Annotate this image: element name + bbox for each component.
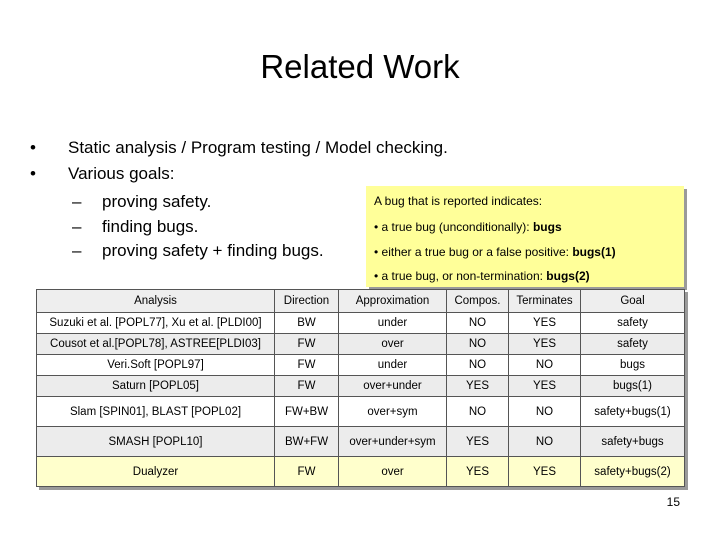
table-cell: under [339, 313, 447, 334]
bullet-marker: • [30, 164, 36, 183]
column-header: Analysis [37, 290, 275, 313]
table-cell: over [339, 457, 447, 487]
callout-item-term: bugs(2) [546, 269, 590, 283]
column-header: Terminates [509, 290, 581, 313]
table-cell: YES [447, 427, 509, 457]
sub-bullet-text: proving safety. [102, 192, 212, 211]
table-cell: FW+BW [275, 397, 339, 427]
table-cell: Slam [SPIN01], BLAST [POPL02] [37, 397, 275, 427]
callout-item-term: bugs(1) [572, 245, 616, 259]
slide-title: Related Work [260, 48, 460, 85]
bullet-text: Static analysis / Program testing / Model checking. [68, 138, 448, 157]
related-work-table [36, 289, 685, 487]
table-cell: Dualyzer [37, 457, 275, 487]
bullet-list [30, 135, 448, 187]
sub-bullet-item [72, 215, 324, 240]
table-cell: bugs(1) [581, 376, 685, 397]
table-cell: safety [581, 313, 685, 334]
column-header: Approximation [339, 290, 447, 313]
table-cell: Cousot et al.[POPL78], ASTREE[PLDI03] [37, 334, 275, 355]
table-cell: SMASH [POPL10] [37, 427, 275, 457]
table-cell: FW [275, 355, 339, 376]
table-cell: safety [581, 334, 685, 355]
table-cell: NO [509, 355, 581, 376]
bug-legend-callout [366, 186, 684, 287]
table-cell: YES [509, 457, 581, 487]
bullet-marker: • [30, 138, 36, 157]
table-cell: FW [275, 334, 339, 355]
table-cell: Veri.Soft [POPL97] [37, 355, 275, 376]
table-cell: YES [509, 334, 581, 355]
table-cell: over+under+sym [339, 427, 447, 457]
table-cell: Suzuki et al. [POPL77], Xu et al. [PLDI00] [37, 313, 275, 334]
table-cell: NO [447, 397, 509, 427]
sub-bullet-item [72, 190, 324, 215]
table-cell: BW [275, 313, 339, 334]
table-cell: NO [509, 427, 581, 457]
sub-bullet-marker: – [72, 241, 82, 260]
callout-heading: A bug that is reported indicates: [374, 194, 543, 208]
table-cell: YES [509, 313, 581, 334]
page-number: 15 [666, 495, 680, 509]
table-row [37, 313, 685, 334]
callout-item [374, 220, 562, 234]
table-row-highlighted [37, 457, 685, 487]
callout-item [374, 245, 616, 259]
table-cell: YES [509, 376, 581, 397]
table-cell: over+under [339, 376, 447, 397]
callout-item-text: • a true bug (unconditionally): [374, 220, 533, 234]
sub-bullet-list [72, 190, 324, 264]
bullet-item [30, 135, 448, 161]
sub-bullet-text: proving safety + finding bugs. [102, 241, 324, 260]
table-cell: under [339, 355, 447, 376]
table-row [37, 334, 685, 355]
table-cell: safety+bugs [581, 427, 685, 457]
sub-bullet-text: finding bugs. [102, 216, 199, 236]
column-header: Goal [581, 290, 685, 313]
bullet-item [30, 161, 448, 187]
column-header: Compos. [447, 290, 509, 313]
table-cell: YES [447, 457, 509, 487]
table-cell: FW [275, 457, 339, 487]
table-cell: NO [509, 397, 581, 427]
sub-bullet-marker: – [72, 216, 82, 236]
table-row [37, 427, 685, 457]
table-cell: safety+bugs(2) [581, 457, 685, 487]
table-cell: BW+FW [275, 427, 339, 457]
column-header: Direction [275, 290, 339, 313]
sub-bullet-marker: – [72, 192, 82, 211]
table-cell: NO [447, 355, 509, 376]
table-cell: over [339, 334, 447, 355]
table-cell: Saturn [POPL05] [37, 376, 275, 397]
table-cell: NO [447, 313, 509, 334]
table-row [37, 397, 685, 427]
bullet-text: Various goals: [68, 164, 175, 183]
table-row [37, 355, 685, 376]
table-row [37, 376, 685, 397]
table-cell: FW [275, 376, 339, 397]
table-cell: bugs [581, 355, 685, 376]
table-cell: over+sym [339, 397, 447, 427]
table-cell: NO [447, 334, 509, 355]
sub-bullet-item [72, 239, 324, 264]
table-cell: YES [447, 376, 509, 397]
callout-item-term: bugs [532, 220, 562, 234]
table-header-row [37, 290, 685, 313]
table-cell: safety+bugs(1) [581, 397, 685, 427]
callout-item-text: • either a true bug or a false positive: [374, 245, 573, 259]
callout-item [374, 269, 590, 283]
callout-item-text: • a true bug, or non-termination: [374, 269, 547, 283]
